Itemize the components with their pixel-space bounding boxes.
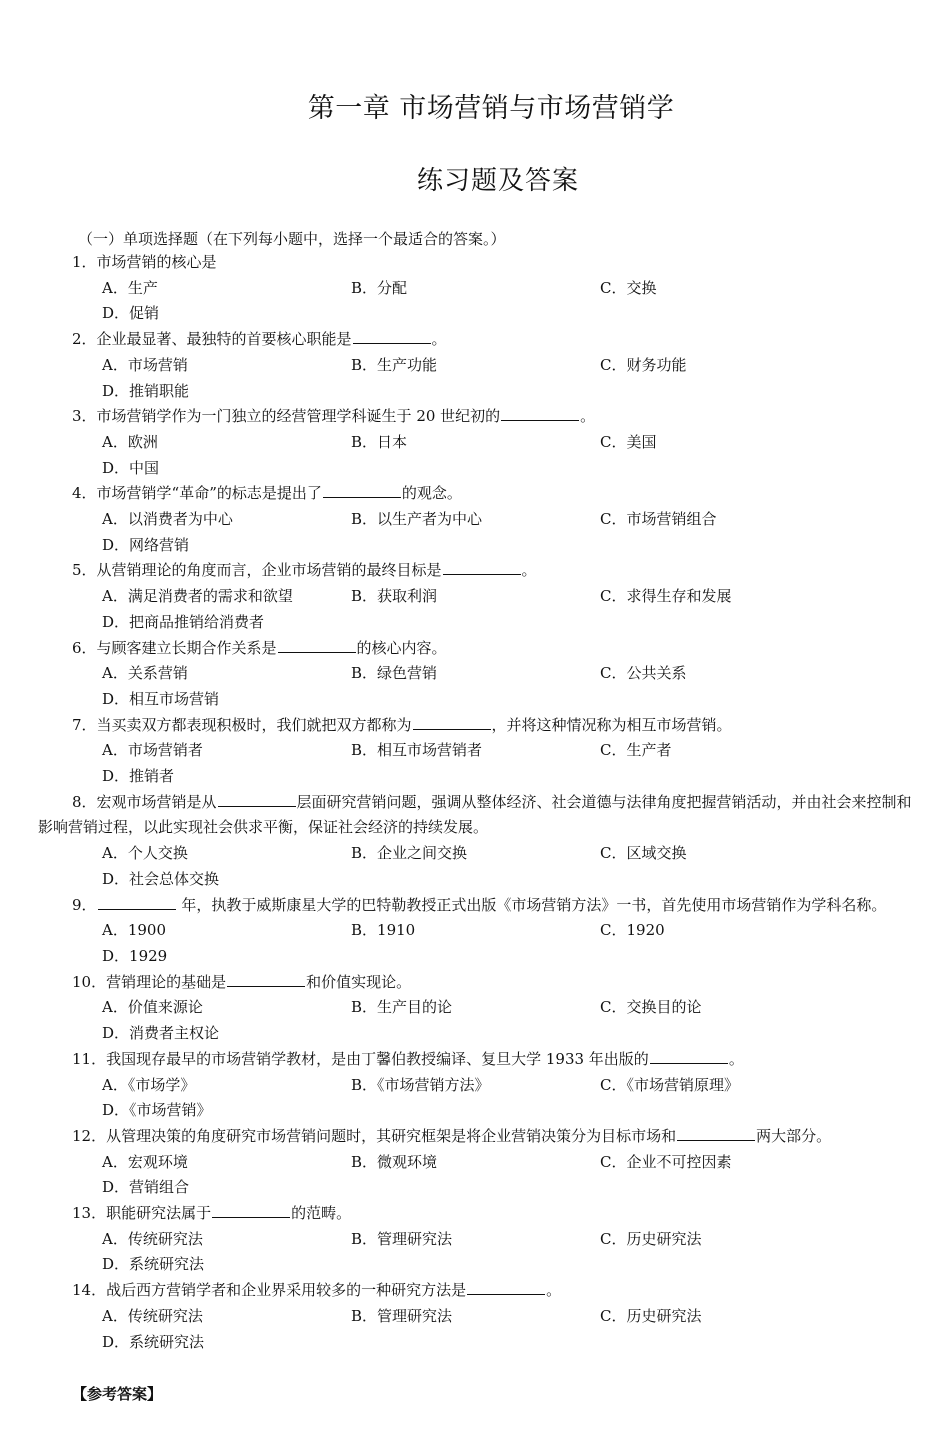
- question-text-suffix: 层面研究营销问题，强调从整体经济、社会道德与法律角度把握营销活动，并由社会来控制和影响营销过程，以此实现社会供求平衡，保证社会经济的持续发展。: [38, 792, 912, 837]
- question-5: [38, 558, 916, 584]
- option-b: B．相互市场营销者: [351, 741, 483, 760]
- option-d: D．消费者主权论: [102, 1024, 220, 1043]
- question-text-suffix: 。: [546, 1281, 562, 1300]
- question-3: [38, 404, 916, 430]
- question-9: [38, 893, 916, 919]
- answer-blank: [227, 971, 305, 987]
- option-b: B．生产功能: [351, 355, 438, 374]
- option-c: C．财务功能: [600, 355, 687, 374]
- question-text: 12．从管理决策的角度研究市场营销问题时，其研究框架是将企业营销决策分为目标市场和: [72, 1126, 677, 1145]
- question-1: [38, 250, 916, 276]
- answer-blank: [218, 791, 296, 807]
- option-a: A．市场营销者: [102, 741, 203, 760]
- option-c: C．《市场营销原理》: [600, 1075, 739, 1094]
- options-group: [102, 430, 950, 481]
- section-heading: （一）单项选择题（在下列每小题中，选择一个最适合的答案。）: [78, 230, 506, 248]
- question-6: [38, 636, 916, 662]
- question-text: 14．战后西方营销学者和企业界采用较多的一种研究方法是: [72, 1281, 467, 1300]
- question-11: [38, 1047, 916, 1073]
- option-b: B．分配: [351, 278, 408, 297]
- option-a: A．生产: [102, 278, 158, 297]
- question-10: [38, 970, 916, 996]
- option-b: B．微观环境: [351, 1152, 438, 1171]
- option-d: D．中国: [102, 458, 160, 477]
- question-text-suffix: 年，执教于威斯康星大学的巴特勒教授正式出版《市场营销方法》一书，首先使用市场营销作为学科名称。: [176, 895, 887, 914]
- question-text-suffix: 的范畴。: [291, 1204, 352, 1223]
- option-b: B．日本: [351, 432, 408, 451]
- answer-blank: [98, 894, 176, 910]
- option-b: B．绿色营销: [351, 664, 438, 683]
- option-c: C．生产者: [600, 741, 672, 760]
- chapter-title: 第一章 市场营销与市场营销学: [307, 93, 675, 124]
- options-group: [102, 1073, 950, 1124]
- question-8: [38, 790, 916, 841]
- question-text: 10．营销理论的基础是: [72, 972, 227, 991]
- options-group: [102, 841, 950, 892]
- option-d: D．系统研究法: [102, 1255, 205, 1274]
- question-text-suffix: 。: [431, 330, 447, 349]
- option-b: B．管理研究法: [351, 1306, 453, 1325]
- option-b: B．生产目的论: [351, 998, 453, 1017]
- question-7: [38, 713, 916, 739]
- option-b: B．以生产者为中心: [351, 510, 483, 529]
- question-text: 6．与顾客建立长期合作关系是: [72, 638, 277, 657]
- options-group: [102, 1304, 950, 1355]
- option-b: B．1910: [351, 921, 416, 940]
- options-group: [102, 661, 950, 712]
- option-a: A．价值来源论: [102, 998, 203, 1017]
- answer-blank: [353, 328, 431, 344]
- question-text: 4．市场营销学“革命”的标志是提出了: [72, 484, 322, 503]
- answer-blank: [323, 482, 401, 498]
- question-text-suffix: 的核心内容。: [356, 638, 447, 657]
- answer-blank: [677, 1125, 755, 1141]
- option-b: B．企业之间交换: [351, 844, 468, 863]
- option-b: B．《市场营销方法》: [351, 1075, 490, 1094]
- option-c: C．美国: [600, 432, 657, 451]
- option-d: D．营销组合: [102, 1178, 190, 1197]
- question-text-suffix: ，并将这种情况称为相互市场营销。: [491, 715, 732, 734]
- option-c: C．交换目的论: [600, 998, 702, 1017]
- question-4: [38, 481, 916, 507]
- option-a: A．1900: [102, 921, 167, 940]
- answer-blank: [443, 559, 521, 575]
- question-text: 2．企业最显著、最独特的首要核心职能是: [72, 330, 352, 349]
- answer-blank: [413, 714, 491, 730]
- option-c: C．市场营销组合: [600, 510, 717, 529]
- options-group: [102, 738, 950, 789]
- option-c: C．求得生存和发展: [600, 587, 732, 606]
- option-d: D．系统研究法: [102, 1332, 205, 1351]
- options-group: [102, 584, 950, 635]
- options-group: [102, 918, 950, 969]
- option-c: C．区域交换: [600, 844, 687, 863]
- option-c: C．1920: [600, 921, 665, 940]
- question-text-suffix: 。: [521, 561, 537, 580]
- options-group: [102, 507, 950, 558]
- options-group: [102, 1150, 950, 1201]
- answer-blank: [501, 405, 579, 421]
- option-a: A．传统研究法: [102, 1229, 203, 1248]
- option-a: A．传统研究法: [102, 1306, 203, 1325]
- option-b: B．获取利润: [351, 587, 438, 606]
- page-subtitle: 练习题及答案: [416, 166, 579, 196]
- option-d: D．推销者: [102, 767, 175, 786]
- option-d: D．《市场营销》: [102, 1101, 212, 1120]
- question-13: [38, 1201, 916, 1227]
- question-text-suffix: 和价值实现论。: [306, 972, 412, 991]
- question-text-suffix: 。: [580, 407, 596, 426]
- option-c: C．历史研究法: [600, 1229, 702, 1248]
- question-list: [0, 250, 950, 1355]
- answer-blank: [212, 1202, 290, 1218]
- options-group: [102, 1227, 950, 1278]
- option-d: D．社会总体交换: [102, 869, 220, 888]
- question-text: 13．职能研究法属于: [72, 1204, 212, 1223]
- option-a: A．满足消费者的需求和欲望: [102, 587, 293, 606]
- question-2: [38, 327, 916, 353]
- option-d: D．相互市场营销: [102, 689, 220, 708]
- option-d: D．网络营销: [102, 535, 190, 554]
- answer-blank: [650, 1048, 728, 1064]
- question-14: [38, 1278, 916, 1304]
- options-group: [102, 353, 950, 404]
- question-text: 5．从营销理论的角度而言，企业市场营销的最终目标是: [72, 561, 442, 580]
- option-b: B．管理研究法: [351, 1229, 453, 1248]
- question-text: 11．我国现存最早的市场营销学教材，是由丁馨伯教授编译、复旦大学 1933 年出版的: [72, 1049, 649, 1068]
- option-a: A．《市场学》: [102, 1075, 196, 1094]
- option-c: C．公共关系: [600, 664, 687, 683]
- question-text-suffix: 的观念。: [401, 484, 462, 503]
- answer-blank: [278, 637, 356, 653]
- option-a: A．宏观环境: [102, 1152, 188, 1171]
- question-text: 1．市场营销的核心是: [72, 253, 217, 271]
- answer-blank: [467, 1279, 545, 1295]
- question-text-suffix: 两大部分。: [756, 1126, 832, 1145]
- question-text-suffix: 。: [728, 1049, 744, 1068]
- option-a: A．市场营销: [102, 355, 188, 374]
- option-c: C．交换: [600, 278, 657, 297]
- option-a: A．关系营销: [102, 664, 188, 683]
- option-a: A．欧洲: [102, 432, 158, 451]
- answer-heading: 【参考答案】: [72, 1385, 163, 1403]
- option-c: C．企业不可控因素: [600, 1152, 732, 1171]
- question-text: 3．市场营销学作为一门独立的经营管理学科诞生于 20 世纪初的: [72, 407, 501, 426]
- question-text: 8．宏观市场营销是从: [72, 792, 217, 811]
- option-d: D．推销职能: [102, 381, 190, 400]
- question-text: 9．: [72, 895, 97, 914]
- question-text: 7．当买卖双方都表现积极时，我们就把双方都称为: [72, 715, 412, 734]
- option-d: D．1929: [102, 946, 168, 965]
- option-d: D．促销: [102, 304, 160, 323]
- option-c: C．历史研究法: [600, 1306, 702, 1325]
- options-group: [102, 276, 950, 327]
- option-a: A．以消费者为中心: [102, 510, 233, 529]
- question-12: [38, 1124, 916, 1150]
- options-group: [102, 995, 950, 1046]
- option-d: D．把商品推销给消费者: [102, 612, 265, 631]
- option-a: A．个人交换: [102, 844, 188, 863]
